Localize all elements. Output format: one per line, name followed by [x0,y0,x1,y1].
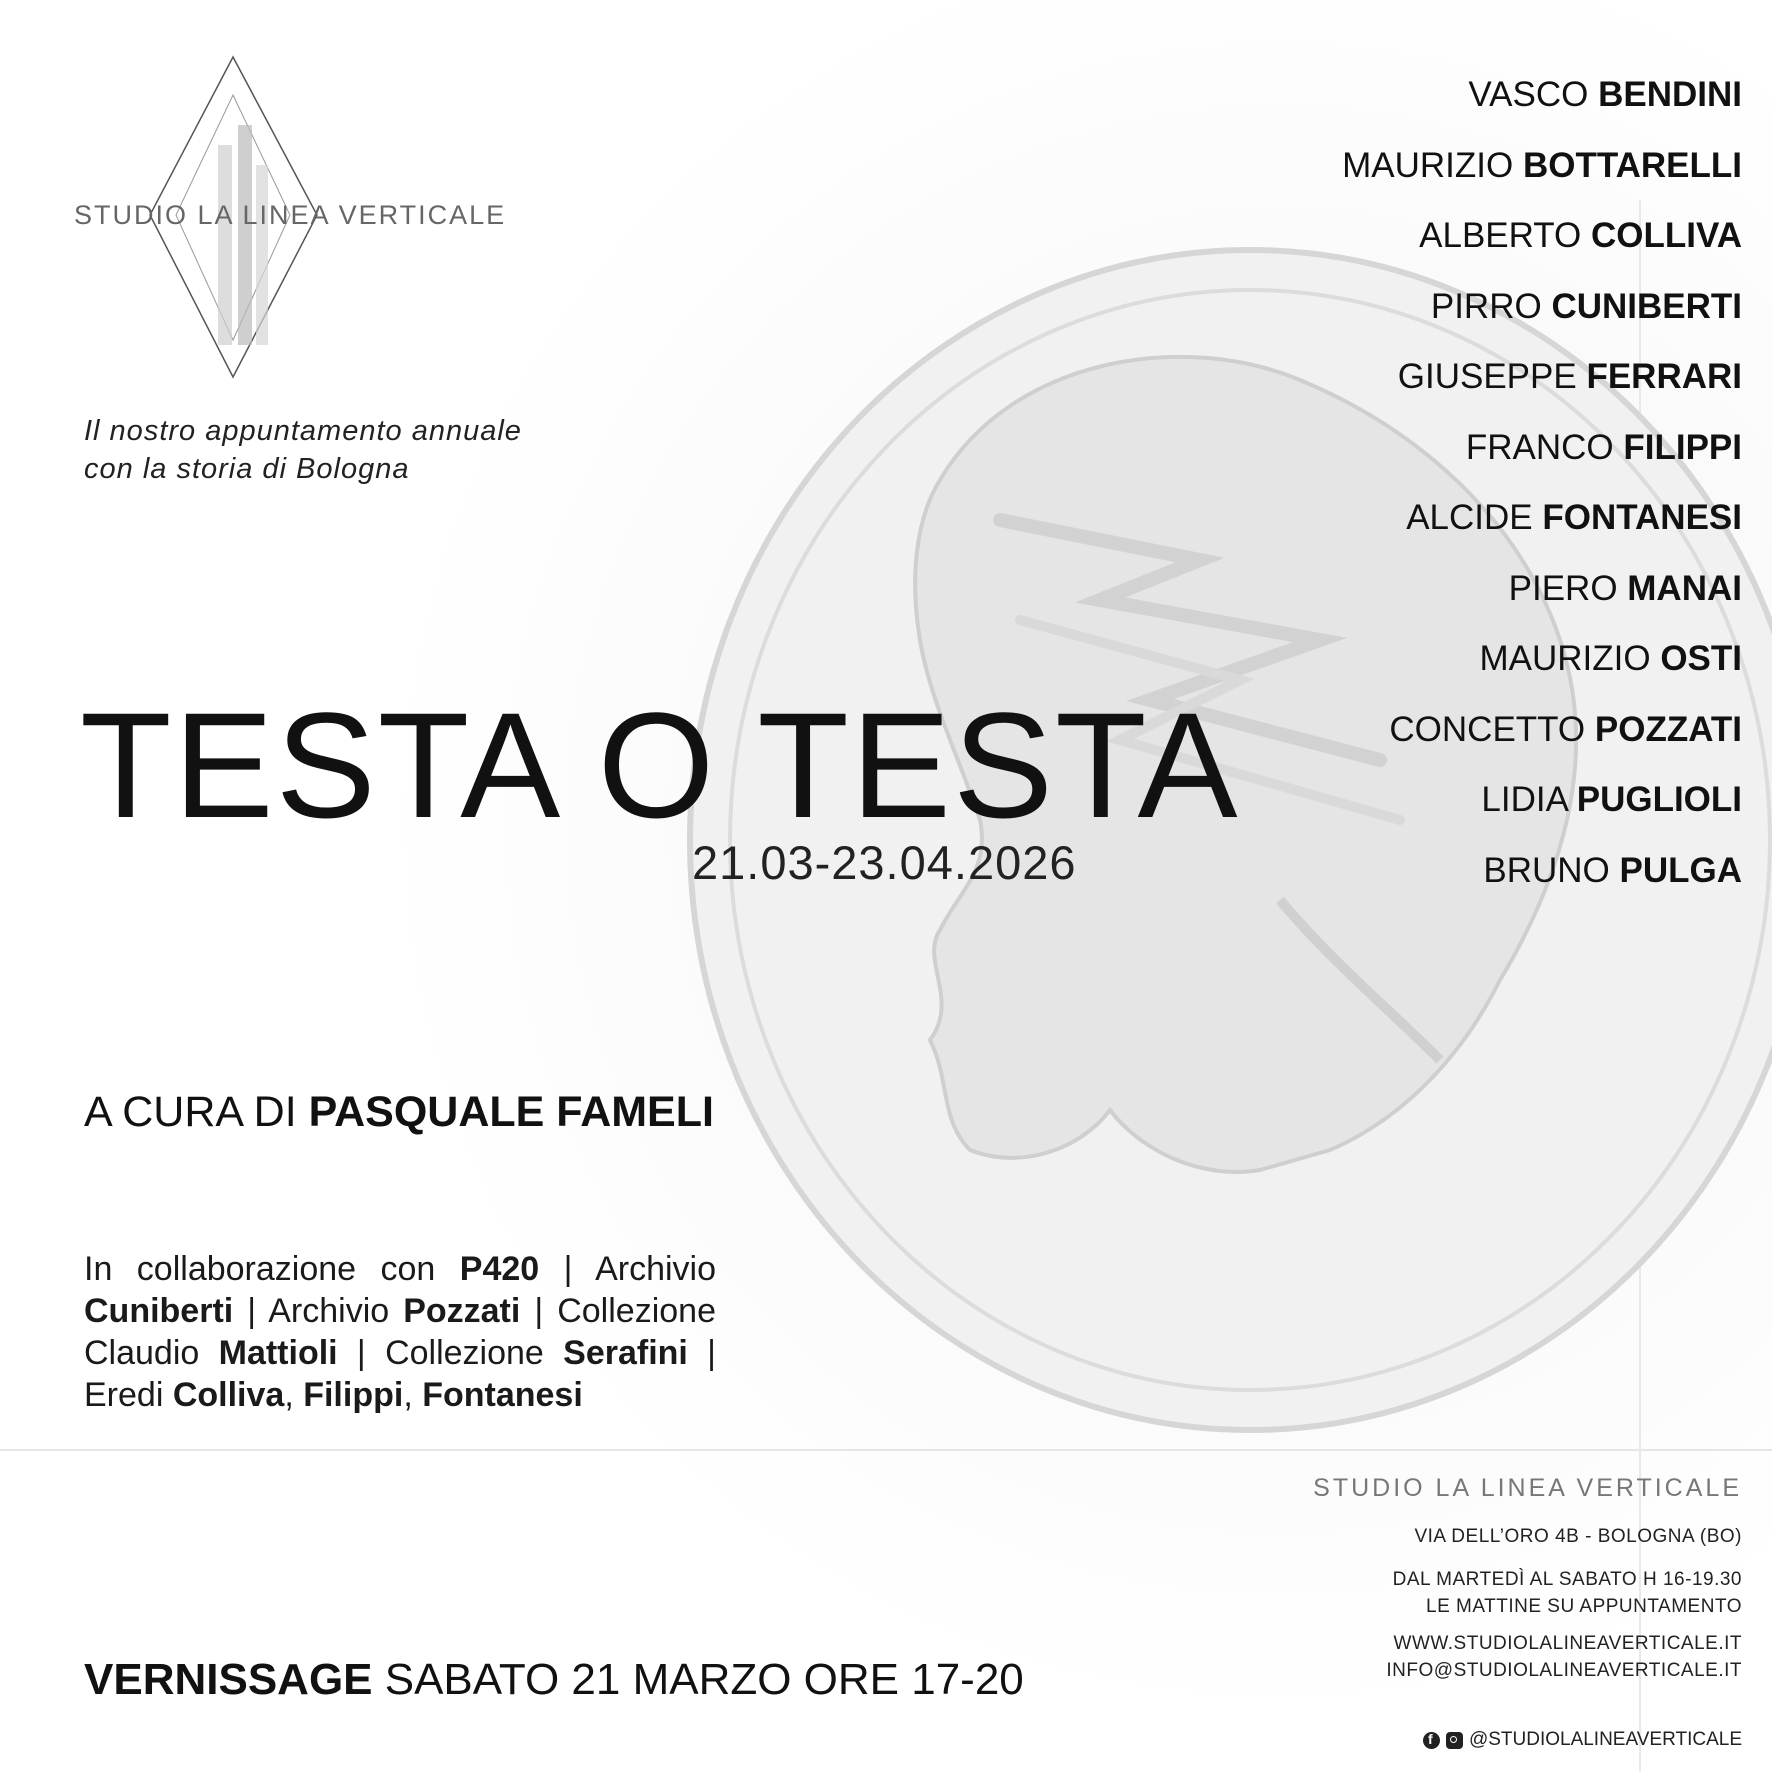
social-handle[interactable] [1423,1729,1742,1751]
collab-partner: Pozzati [403,1292,521,1330]
info-hours-line: LE MATTINE SU APPUNTAMENTO [1426,1596,1742,1617]
artist-last-name: BENDINI [1598,75,1742,114]
collab-partner: Fontanesi [422,1376,583,1414]
info-address: VIA DELL’ORO 4B - BOLOGNA (BO) [1414,1526,1742,1547]
collab-text: | Collezione [337,1334,564,1372]
social-handle-text: @STUDIOLALINEAVERTICALE [1468,1729,1742,1750]
facebook-icon [1423,1732,1440,1749]
artist-first-name: LIDIA [1481,780,1577,819]
artist-last-name: PUGLIOLI [1576,780,1742,819]
collab-text: | Eredi [84,1334,717,1414]
artist-name [1342,836,1742,907]
info-hours [1393,1566,1742,1620]
tagline-line-2: con la storia di Bologna [84,453,410,485]
vernissage-date: SABATO 21 MARZO ORE 17-20 [372,1655,1024,1704]
collab-partner: Filippi [303,1376,404,1414]
artist-last-name: PULGA [1619,850,1742,890]
website-link[interactable]: WWW.STUDIOLALINEAVERTICALE.IT [1393,1633,1742,1654]
collab-text: , [403,1376,423,1414]
artist-first-name: PIRRO [1430,286,1552,326]
artist-last-name: CUNIBERTI [1551,286,1742,326]
artist-first-name: VASCO [1468,75,1599,114]
artist-name [1342,131,1742,202]
collab-partner: Serafini [563,1334,688,1372]
artist-list [1342,60,1742,906]
collaboration-text [84,1248,716,1416]
exhibition-dates: 21.03-23.04.2026 [692,836,1077,889]
collab-partner: P420 [459,1250,540,1288]
collab-text: | Archivio [539,1250,716,1288]
vernissage-label: VERNISSAGE [84,1655,373,1704]
info-contacts [1386,1630,1742,1684]
instagram-icon [1446,1732,1463,1749]
artist-last-name: FILIPPI [1623,427,1742,467]
artist-last-name: POZZATI [1594,709,1742,749]
artist-first-name: MAURIZIO [1342,145,1523,185]
curator-line [84,1088,714,1137]
artist-last-name: MANAI [1627,568,1742,608]
vernissage-line [84,1655,1024,1705]
info-hours-line: DAL MARTEDÌ AL SABATO H 16-19.30 [1392,1569,1742,1590]
tagline-line-1: Il nostro appuntamento annuale [84,415,522,447]
collab-text: | Collezione Claudio [84,1292,716,1372]
collab-partner: Cuniberti [84,1292,234,1330]
logo-text: STUDIO LA LINEA VERTICALE [74,200,507,230]
artist-name [1342,60,1742,131]
artist-first-name: FRANCO [1465,427,1624,467]
artist-last-name: OSTI [1660,639,1742,678]
artist-last-name: FERRARI [1586,357,1742,396]
tagline [84,412,522,488]
artist-first-name: CONCETTO [1389,709,1595,749]
artist-name [1342,765,1742,836]
exhibition-title: TESTA O TESTA [80,681,1240,849]
artist-name [1342,554,1742,625]
artist-first-name: BRUNO [1483,850,1620,890]
artist-last-name: FONTANESI [1542,498,1742,537]
artist-first-name: GIUSEPPE [1397,357,1587,396]
collab-text: , [284,1376,304,1414]
artist-first-name: ALCIDE [1406,498,1543,537]
artist-name [1342,483,1742,554]
email-link[interactable]: INFO@STUDIOLALINEAVERTICALE.IT [1386,1660,1742,1681]
curator-prefix: A CURA DI [84,1088,309,1136]
artist-name [1342,413,1742,484]
artist-name [1342,342,1742,413]
collab-partner: Colliva [172,1376,285,1414]
artist-first-name: MAURIZIO [1479,639,1661,678]
artist-first-name: PIERO [1508,568,1628,608]
artist-last-name: COLLIVA [1590,216,1742,255]
curator-name: PASQUALE FAMELI [308,1088,714,1136]
artist-name [1342,201,1742,272]
artist-name [1342,272,1742,343]
artist-name [1342,624,1742,695]
artist-last-name: BOTTARELLI [1522,145,1742,185]
collab-text: | Archivio [233,1292,404,1330]
collab-text: In collaborazione con [84,1250,460,1288]
artist-first-name: ALBERTO [1419,216,1591,255]
artist-name [1342,695,1742,766]
info-studio-name: STUDIO LA LINEA VERTICALE [1313,1474,1742,1502]
collab-partner: Mattioli [218,1334,338,1372]
